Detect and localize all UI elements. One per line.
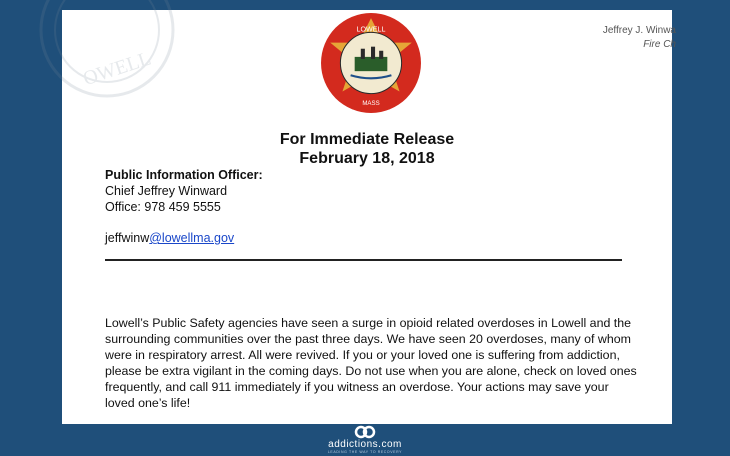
addictions-brand-footer[interactable] (0, 424, 730, 455)
release-heading: For Immediate Release (279, 131, 455, 148)
contact-email (105, 231, 234, 245)
infinity-logo-icon (354, 425, 376, 439)
seal-text-top: LOWELL (356, 25, 386, 34)
contact-name: Chief Jeffrey Winward (105, 184, 228, 198)
release-body-paragraph: Lowell’s Public Safety agencies have seen a surge in opioid related overdoses in Lowell and the surrounding communities over the past three days. We have seen 20 overdoses, many of whom were in respiratory arrest. All were revived. If you or your loved one is suffering from addiction, please be extra vigilant in the coming days. Do not use when you are alone, check on loved ones frequently, and call 911 immediately if you witness an overdose. Your actions may save your loved one’s life! (105, 316, 637, 410)
chief-title: Fire Ch (643, 39, 676, 50)
email-domain-link[interactable]: @lowellma.gov (149, 231, 235, 245)
release-heading-block (62, 130, 672, 168)
contact-office-phone: Office: 978 459 5555 (105, 200, 221, 214)
email-user: jeffwinw (105, 231, 150, 245)
press-release-document (62, 10, 676, 424)
seal-text-bottom: MASS (362, 99, 380, 107)
city-seal-watermark (22, 0, 192, 100)
lowell-fire-department-seal (320, 12, 422, 114)
release-date: February 18, 2018 (299, 150, 435, 167)
divider-rule (105, 259, 622, 261)
brand-tagline: LEADING THE WAY TO RECOVERY (327, 450, 403, 454)
brand-name: addictions.com (328, 439, 402, 450)
chief-letterhead (603, 24, 676, 52)
contact-heading: Public Information Officer: (105, 168, 263, 182)
contact-block (105, 167, 263, 215)
chief-name: Jeffrey J. Winwa (602, 25, 676, 36)
watermark-text: OWELL (80, 47, 154, 91)
